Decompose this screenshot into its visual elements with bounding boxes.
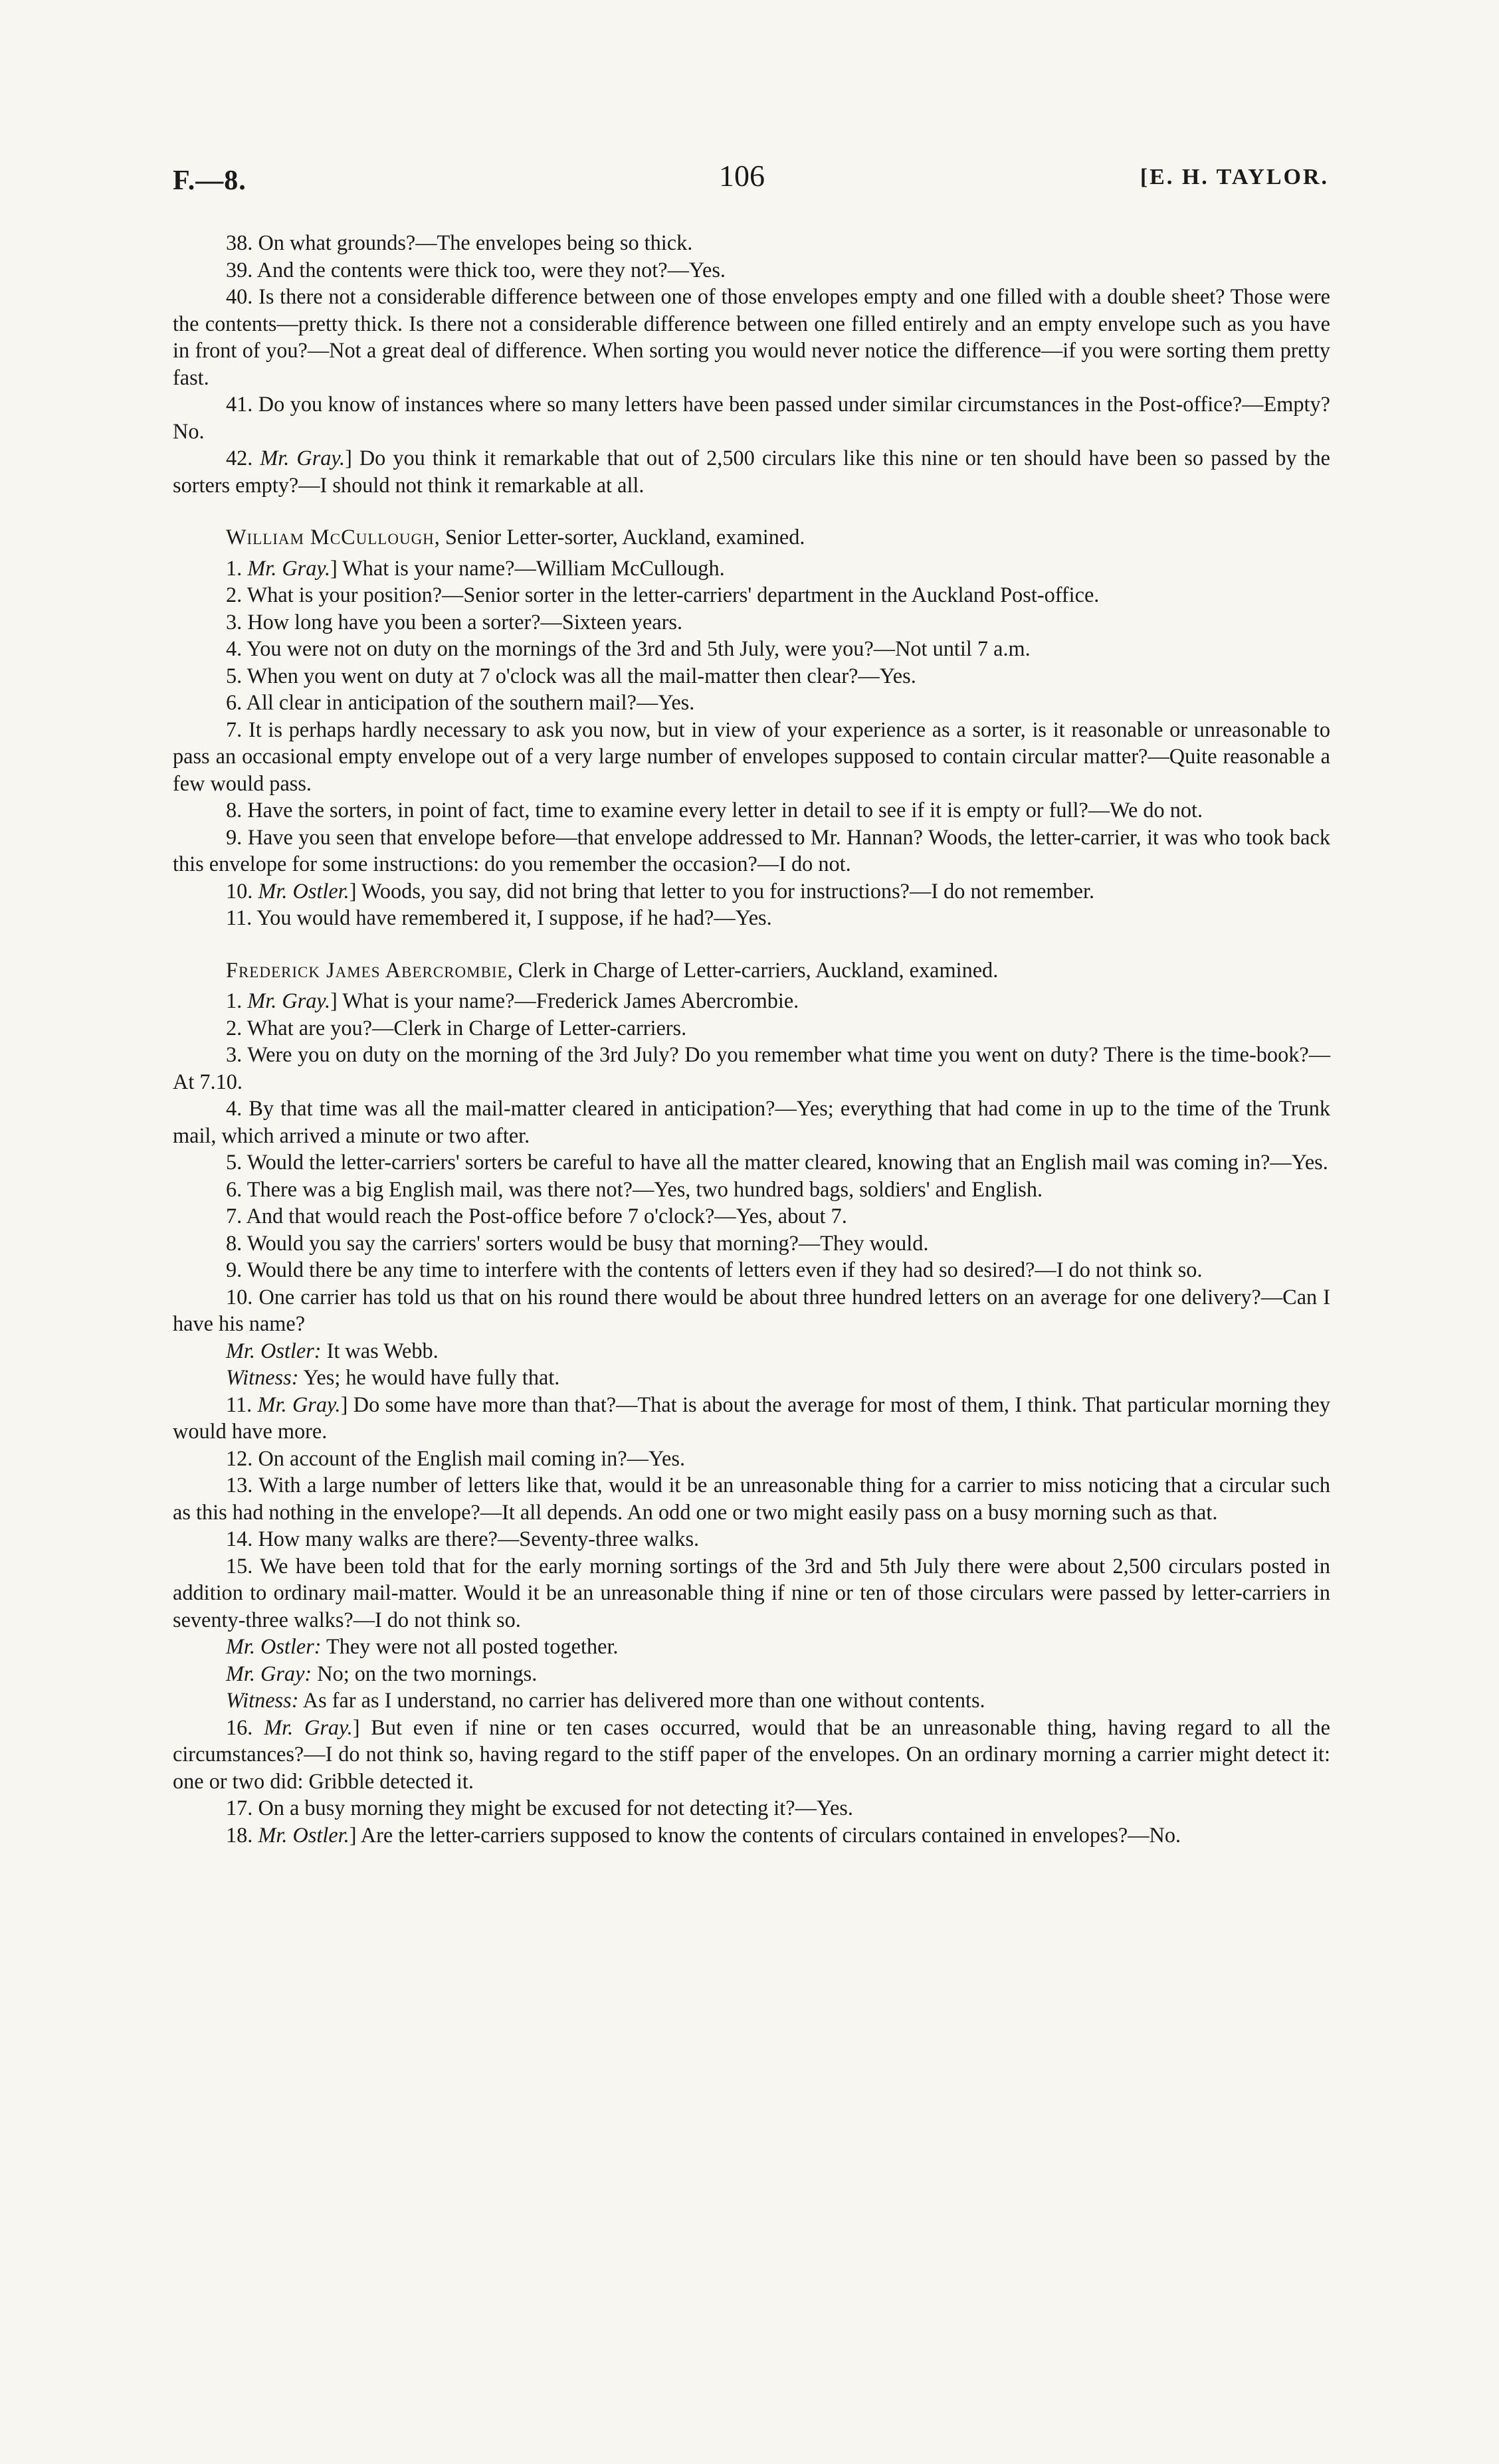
question-number: 38. [226,231,253,254]
questions-block-2 [173,555,1330,931]
question-number: 2. [226,1015,243,1040]
question-paragraph [173,229,1330,256]
question-text: Is there not a considerable difference between one of those envelopes empty and one filled with a double sheet? Those were the contents—pretty thick. Is there not a considerable difference between one filled entirely and an empty envelope such as you have in front of you?—Not a great deal of difference. When sorting you would never notice the difference—if you were sorting them pretty fast. [173,284,1330,389]
question-text: Do you know of instances where so many letters have been passed under similar circumstances in the Post-office?—Empty? No. [173,392,1331,443]
interjections-block-1 [173,1337,1330,1391]
speaker-label: Mr. Gray. [264,1715,353,1739]
speaker-label: Mr. Gray. [247,555,331,580]
speaker-label: Mr. Ostler. [258,878,350,903]
question-text: When you went on duty at 7 o'clock was all the mail-matter then clear?—Yes. [247,663,916,688]
interjection-paragraph [173,1364,1330,1391]
question-text: ] Woods, you say, did not bring that letter to you for instructions?—I do not remember. [349,878,1095,903]
testimony-body [173,229,1330,1848]
interjection-paragraph [173,1337,1330,1365]
question-text: What is your position?—Senior sorter in the letter-carriers' department in the Auckland Post-office. [247,583,1100,607]
question-number: 40. [226,284,253,308]
question-number: 10. [226,1284,253,1309]
question-number: 15. [226,1553,253,1578]
speaker-label: Mr. Gray. [260,446,346,470]
question-number: 39. [226,257,253,282]
interjection-text: It was Webb. [321,1338,439,1363]
question-paragraph [173,878,1330,905]
question-text: On what grounds?—The envelopes being so thick. [258,231,693,254]
speaker-label: Mr. Ostler. [258,1822,350,1847]
question-paragraph [173,391,1330,444]
question-text: ] Are the letter-carriers supposed to know the contents of circulars contained in envelopes?—No. [349,1822,1181,1847]
witness-running-head: [E. H. TAYLOR. [1140,165,1329,189]
witness-name: William McCullough [226,525,435,549]
question-paragraph [173,1256,1330,1283]
question-paragraph [173,256,1330,284]
question-number: 18. [226,1822,253,1847]
question-text: Have the sorters, in point of fact, time to examine every letter in detail to see if it is empty or full?—We do not. [247,798,1203,822]
question-paragraph [173,1283,1330,1337]
question-number: 7. [226,1204,243,1228]
question-text: On a busy morning they might be excused for not detecting it?—Yes. [258,1796,853,1820]
question-paragraph [173,1822,1330,1849]
question-number: 41. [226,392,253,416]
question-text: All clear in anticipation of the southern mail?—Yes. [246,690,695,714]
questions-block-5 [173,1714,1330,1849]
question-number: 1. [226,989,243,1012]
question-paragraph [173,1794,1330,1822]
question-paragraph [173,1176,1330,1203]
witness-name: Frederick James Abercrombie [226,957,508,982]
question-paragraph [173,1714,1330,1795]
question-number: 1. [226,555,243,580]
question-text: ] But even if nine or ten cases occurred, would that be an unreasonable thing, having regard to all the circumstances?—I do not think so, having regard to the stiff paper of the envelopes. On an ordinary morning a carrier might detect it: one or two did: Gribble detected it. [173,1715,1330,1793]
interjection-text: They were not all posted together. [321,1634,619,1658]
speaker-label: Witness: [226,1688,299,1712]
question-text: ] Do you think it remarkable that out of 2,500 circulars like this nine or ten should have been so passed by the sorters empty?—I should not think it remarkable at all. [173,446,1330,497]
question-text: ] What is your name?—William McCullough. [330,555,725,580]
question-text: And the contents were thick too, were they not?—Yes. [256,257,726,282]
question-number: 16. [226,1715,253,1739]
question-number: 11. [226,905,252,929]
question-number: 9. [226,1258,243,1281]
question-number: 5. [226,663,243,688]
question-number: 12. [226,1446,253,1470]
question-text: One carrier has told us that on his round there would be about three hundred letters on an average for one delivery?—Can I have his name? [173,1284,1331,1335]
question-paragraph [173,1471,1330,1525]
question-number: 4. [226,1096,243,1120]
question-text: There was a big English mail, was there not?—Yes, two hundred bags, soldiers' and English. [247,1177,1043,1201]
speaker-label: Mr. Gray. [257,1392,341,1416]
question-text: ] What is your name?—Frederick James Abercrombie. [330,989,799,1012]
question-text: What are you?—Clerk in Charge of Letter-carriers. [247,1015,687,1040]
question-text: How long have you been a sorter?—Sixteen years. [247,609,683,634]
question-paragraph [173,689,1330,716]
witness-description: , Senior Letter-sorter, Auckland, examined. [434,525,805,549]
question-number: 6. [226,1177,243,1201]
interjection-text: No; on the two mornings. [312,1661,538,1685]
question-paragraph [173,1391,1330,1445]
question-text: How many walks are there?—Seventy-three walks. [258,1527,700,1551]
question-paragraph [173,1041,1330,1095]
question-paragraph [173,987,1330,1014]
question-number: 4. [226,636,243,660]
questions-block-4 [173,1391,1330,1634]
question-number: 2. [226,583,243,607]
speaker-label: Mr. Ostler: [226,1634,322,1658]
question-text: On account of the English mail coming in?—Yes. [258,1446,686,1470]
question-text: And that would reach the Post-office before 7 o'clock?—Yes, about 7. [246,1204,847,1228]
parliamentary-paper-reference: F.—8. [173,165,247,196]
speaker-label: Mr. Ostler: [226,1338,322,1363]
question-text: It is perhaps hardly necessary to ask you now, but in view of your experience as a sorter, is it reasonable or unreasonable to pass an occasional empty envelope out of a very large number of envelopes supposed to contain circular matter?—Quite reasonable a few would pass. [173,717,1330,795]
question-paragraph [173,797,1330,824]
questions-block-3 [173,987,1330,1337]
question-number: 5. [226,1150,243,1174]
question-paragraph [173,1095,1330,1149]
interjection-paragraph [173,1687,1330,1714]
interjection-text: As far as I understand, no carrier has delivered more than one without contents. [298,1688,985,1712]
question-paragraph [173,635,1330,662]
question-text: Would you say the carriers' sorters would be busy that morning?—They would. [247,1230,929,1255]
question-text: We have been told that for the early morning sortings of the 3rd and 5th July there were about 2,500 circulars posted in addition to ordinary mail-matter. Would it be an unreasonable thing if nine or ten of those circulars were passed by letter-carriers in seventy-three walks?—I do not think so. [173,1553,1330,1632]
question-text: Were you on duty on the morning of the 3rd July? Do you remember what time you went on duty? There is the time-book?—At 7.10. [173,1042,1330,1093]
question-text: Would there be any time to interfere with the contents of letters even if they had so desired?—I do not think so. [247,1258,1203,1281]
question-paragraph [173,1202,1330,1230]
question-number: 42. [226,446,253,470]
question-paragraph [173,1149,1330,1176]
page-header [173,158,1329,205]
question-paragraph [173,1014,1330,1042]
question-text: You were not on duty on the mornings of the 3rd and 5th July, were you?—Not until 7 a.m. [247,636,1031,660]
question-text: By that time was all the mail-matter cleared in anticipation?—Yes; everything that had come in up to the time of the Trunk mail, which arrived a minute or two after. [173,1096,1331,1147]
question-text: You would have remembered it, I suppose, if he had?—Yes. [256,905,772,929]
speaker-label: Mr. Gray: [226,1661,312,1685]
question-number: 9. [226,824,243,849]
question-paragraph [173,555,1330,582]
question-number: 8. [226,798,243,822]
question-number: 8. [226,1230,243,1255]
question-text: Have you seen that envelope before—that envelope addressed to Mr. Hannan? Woods, the letter-carrier, it was who took back this envelope for some instructions: do you remember the occasion?—I do not. [173,824,1330,876]
question-paragraph [173,1525,1330,1553]
question-paragraph [173,581,1330,609]
question-number: 3. [226,609,243,634]
question-paragraph [173,283,1330,391]
question-number: 7. [226,717,243,741]
interjection-paragraph [173,1633,1330,1660]
speaker-label: Mr. Gray. [247,989,331,1012]
question-paragraph [173,1230,1330,1257]
question-paragraph [173,662,1330,690]
question-paragraph [173,444,1330,498]
questions-block-1 [173,229,1330,498]
question-number: 17. [226,1796,253,1820]
interjections-block-2 [173,1633,1330,1714]
question-number: 13. [226,1473,253,1497]
question-number: 10. [226,878,253,903]
speaker-label: Witness: [226,1365,299,1389]
page-number: 106 [719,159,765,193]
witness-heading-mccullough [173,523,1330,551]
question-number: 14. [226,1527,253,1551]
question-text: ] Do some have more than that?—That is about the average for most of them, I think. That particular morning they would have more. [173,1392,1330,1443]
question-paragraph [173,824,1330,878]
question-paragraph [173,1445,1330,1472]
question-paragraph [173,904,1330,931]
question-paragraph [173,1553,1330,1634]
witness-heading-abercrombie [173,957,1330,984]
question-number: 3. [226,1042,243,1066]
question-text: With a large number of letters like that, would it be an unreasonable thing for a carrier to miss noticing that a circular such as this had nothing in the envelope?—It all depends. An odd one or two might easily pass on a busy morning such as that. [173,1473,1330,1524]
interjection-text: Yes; he would have fully that. [298,1365,560,1389]
question-number: 6. [226,690,243,714]
question-paragraph [173,609,1330,636]
interjection-paragraph [173,1660,1330,1687]
question-paragraph [173,716,1330,797]
question-text: Would the letter-carriers' sorters be careful to have all the matter cleared, knowing that an English mail was coming in?—Yes. [247,1150,1328,1174]
witness-description: , Clerk in Charge of Letter-carriers, Auckland, examined. [507,957,999,982]
question-number: 11. [226,1392,252,1416]
